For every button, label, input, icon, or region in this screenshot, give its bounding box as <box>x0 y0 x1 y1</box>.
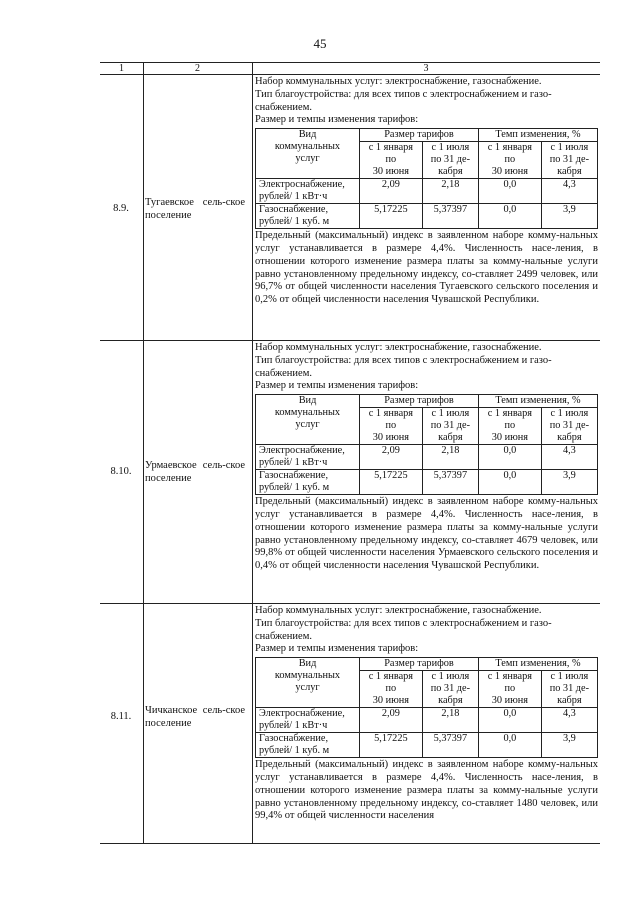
row-separator <box>100 340 600 341</box>
gas-change-jul: 3,9 <box>541 470 597 495</box>
electric-value-jan: 2,09 <box>360 445 423 470</box>
improvement-line-cont: снабжением. <box>255 630 312 642</box>
header-kind: Вид коммунальных услуг <box>256 129 360 179</box>
header-change: Темп изменения, % <box>478 658 597 671</box>
row-number: 8.9. <box>113 203 129 214</box>
electric-change-jul: 4,3 <box>541 708 597 733</box>
gas-value-jul: 5,37397 <box>422 470 478 495</box>
header-jan: с 1 января по 30 июня <box>360 671 423 708</box>
electric-change-jan: 0,0 <box>478 445 541 470</box>
header-jul: с 1 июля по 31 де- кабря <box>422 671 478 708</box>
gas-label: Газоснабжение, рублей/ 1 куб. м <box>256 204 360 229</box>
header-tariffs: Размер тарифов <box>360 129 479 142</box>
header-tariffs: Размер тарифов <box>360 658 479 671</box>
header-jan: с 1 января по 30 июня <box>478 408 541 445</box>
table-bottom-border <box>100 843 600 844</box>
tariff-table <box>255 657 598 758</box>
table-row <box>256 470 598 495</box>
header-tariffs: Размер тарифов <box>360 395 479 408</box>
electric-change-jan: 0,0 <box>478 708 541 733</box>
header-jul: с 1 июля по 31 де- кабря <box>422 142 478 179</box>
electric-label: Электроснабжение, рублей/ 1 кВт·ч <box>256 445 360 470</box>
electric-change-jul: 4,3 <box>541 179 597 204</box>
electric-change-jan: 0,0 <box>478 179 541 204</box>
electric-change-jul: 4,3 <box>541 445 597 470</box>
tariff-table <box>255 394 598 495</box>
header-kind: Вид коммунальных услуг <box>256 395 360 445</box>
tariff-table <box>255 128 598 229</box>
column-divider <box>252 62 253 844</box>
gas-value-jul: 5,37397 <box>422 733 478 758</box>
electric-label: Электроснабжение, рублей/ 1 кВт·ч <box>256 708 360 733</box>
gas-change-jul: 3,9 <box>541 733 597 758</box>
row-content <box>255 605 598 823</box>
improvement-line: Тип благоустройства: для всех типов с электроснабжением и газо- <box>255 88 552 100</box>
index-paragraph: Предельный (максимальный) индекс в заявленном наборе комму-нальных услуг устанавливается в размере 4,4%. Численность насе-ления, в отношении которого изменение размера платы за комму-нальные услуги равно установленному предельному индексу, со-ставляет 2499 человек, или 96,7% от общей численности населения Тугаевского сельского поселения и 0,2% от общей численности населения Чувашской Республики. <box>255 230 598 306</box>
column-header-1: 1 <box>119 63 124 74</box>
gas-value-jan: 5,17225 <box>360 733 423 758</box>
column-divider <box>143 62 144 844</box>
column-header-2: 2 <box>195 63 200 74</box>
row-number: 8.10. <box>110 466 132 477</box>
gas-value-jan: 5,17225 <box>360 470 423 495</box>
settlement-name: Тугаевское сель-ское поселение <box>145 197 245 221</box>
gas-change-jan: 0,0 <box>478 733 541 758</box>
column-header-3: 3 <box>423 63 429 74</box>
header-change: Темп изменения, % <box>478 395 597 408</box>
header-jul: с 1 июля по 31 де- кабря <box>422 408 478 445</box>
header-kind: Вид коммунальных услуг <box>256 658 360 708</box>
electric-value-jan: 2,09 <box>360 179 423 204</box>
gas-change-jul: 3,9 <box>541 204 597 229</box>
header-jan: с 1 января по 30 июня <box>360 408 423 445</box>
table-row <box>256 733 598 758</box>
header-jan: с 1 января по 30 июня <box>360 142 423 179</box>
tariffs-caption: Размер и темпы изменения тарифов: <box>255 380 419 392</box>
settlement-name: Урмаевское сель-ское поселение <box>145 460 245 484</box>
services-line: Набор коммунальных услуг: электроснабжение, газоснабжение. <box>255 76 542 87</box>
gas-value-jan: 5,17225 <box>360 204 423 229</box>
table-row <box>256 445 598 470</box>
services-line: Набор коммунальных услуг: электроснабжение, газоснабжение. <box>255 605 542 616</box>
header-bottom-border <box>100 74 600 75</box>
electric-value-jul: 2,18 <box>422 445 478 470</box>
row-number: 8.11. <box>110 711 132 722</box>
index-paragraph: Предельный (максимальный) индекс в заявленном наборе комму-нальных услуг устанавливается в размере 4,4%. Численность насе-ления, в отношении которого изменение размера платы за комму-нальные услуги равно установленному предельному индексу, со-ставляет 1480 человек, или 99,4% от общей численности населения <box>255 759 598 822</box>
tariffs-caption: Размер и темпы изменения тарифов: <box>255 114 419 126</box>
table-row <box>256 204 598 229</box>
tariffs-caption: Размер и темпы изменения тарифов: <box>255 643 419 655</box>
electric-label: Электроснабжение, рублей/ 1 кВт·ч <box>256 179 360 204</box>
electric-value-jul: 2,18 <box>422 708 478 733</box>
gas-label: Газоснабжение, рублей/ 1 куб. м <box>256 733 360 758</box>
header-jul: с 1 июля по 31 де- кабря <box>541 671 597 708</box>
row-content <box>255 342 598 573</box>
electric-value-jan: 2,09 <box>360 708 423 733</box>
improvement-line-cont: снабжением. <box>255 101 312 113</box>
table-row <box>256 179 598 204</box>
header-change: Темп изменения, % <box>478 129 597 142</box>
settlement-name: Чичканское сель-ское поселение <box>145 705 245 729</box>
electric-value-jul: 2,18 <box>422 179 478 204</box>
header-jul: с 1 июля по 31 де- кабря <box>541 408 597 445</box>
table-row <box>256 708 598 733</box>
table-top-border <box>100 62 600 63</box>
header-jul: с 1 июля по 31 де- кабря <box>541 142 597 179</box>
improvement-line: Тип благоустройства: для всех типов с электроснабжением и газо- <box>255 354 552 366</box>
row-separator <box>100 603 600 604</box>
gas-change-jan: 0,0 <box>478 204 541 229</box>
gas-value-jul: 5,37397 <box>422 204 478 229</box>
header-jan: с 1 января по 30 июня <box>478 671 541 708</box>
row-content <box>255 76 598 307</box>
improvement-line-cont: снабжением. <box>255 367 312 379</box>
page-number: 45 <box>313 36 327 51</box>
header-jan: с 1 января по 30 июня <box>478 142 541 179</box>
index-paragraph: Предельный (максимальный) индекс в заявленном наборе комму-нальных услуг устанавливается в размере 4,4%. Численность насе-ления, в отношении которого изменение размера платы за комму-нальные услуги равно установленному предельному индексу, со-ставляет 4679 человек, или 99,8% от общей численности населения Урмаевского сельского поселения и 0,4% от общей численности населения Чувашской Республики. <box>255 496 598 572</box>
services-line: Набор коммунальных услуг: электроснабжение, газоснабжение. <box>255 342 542 353</box>
improvement-line: Тип благоустройства: для всех типов с электроснабжением и газо- <box>255 617 552 629</box>
gas-label: Газоснабжение, рублей/ 1 куб. м <box>256 470 360 495</box>
gas-change-jan: 0,0 <box>478 470 541 495</box>
